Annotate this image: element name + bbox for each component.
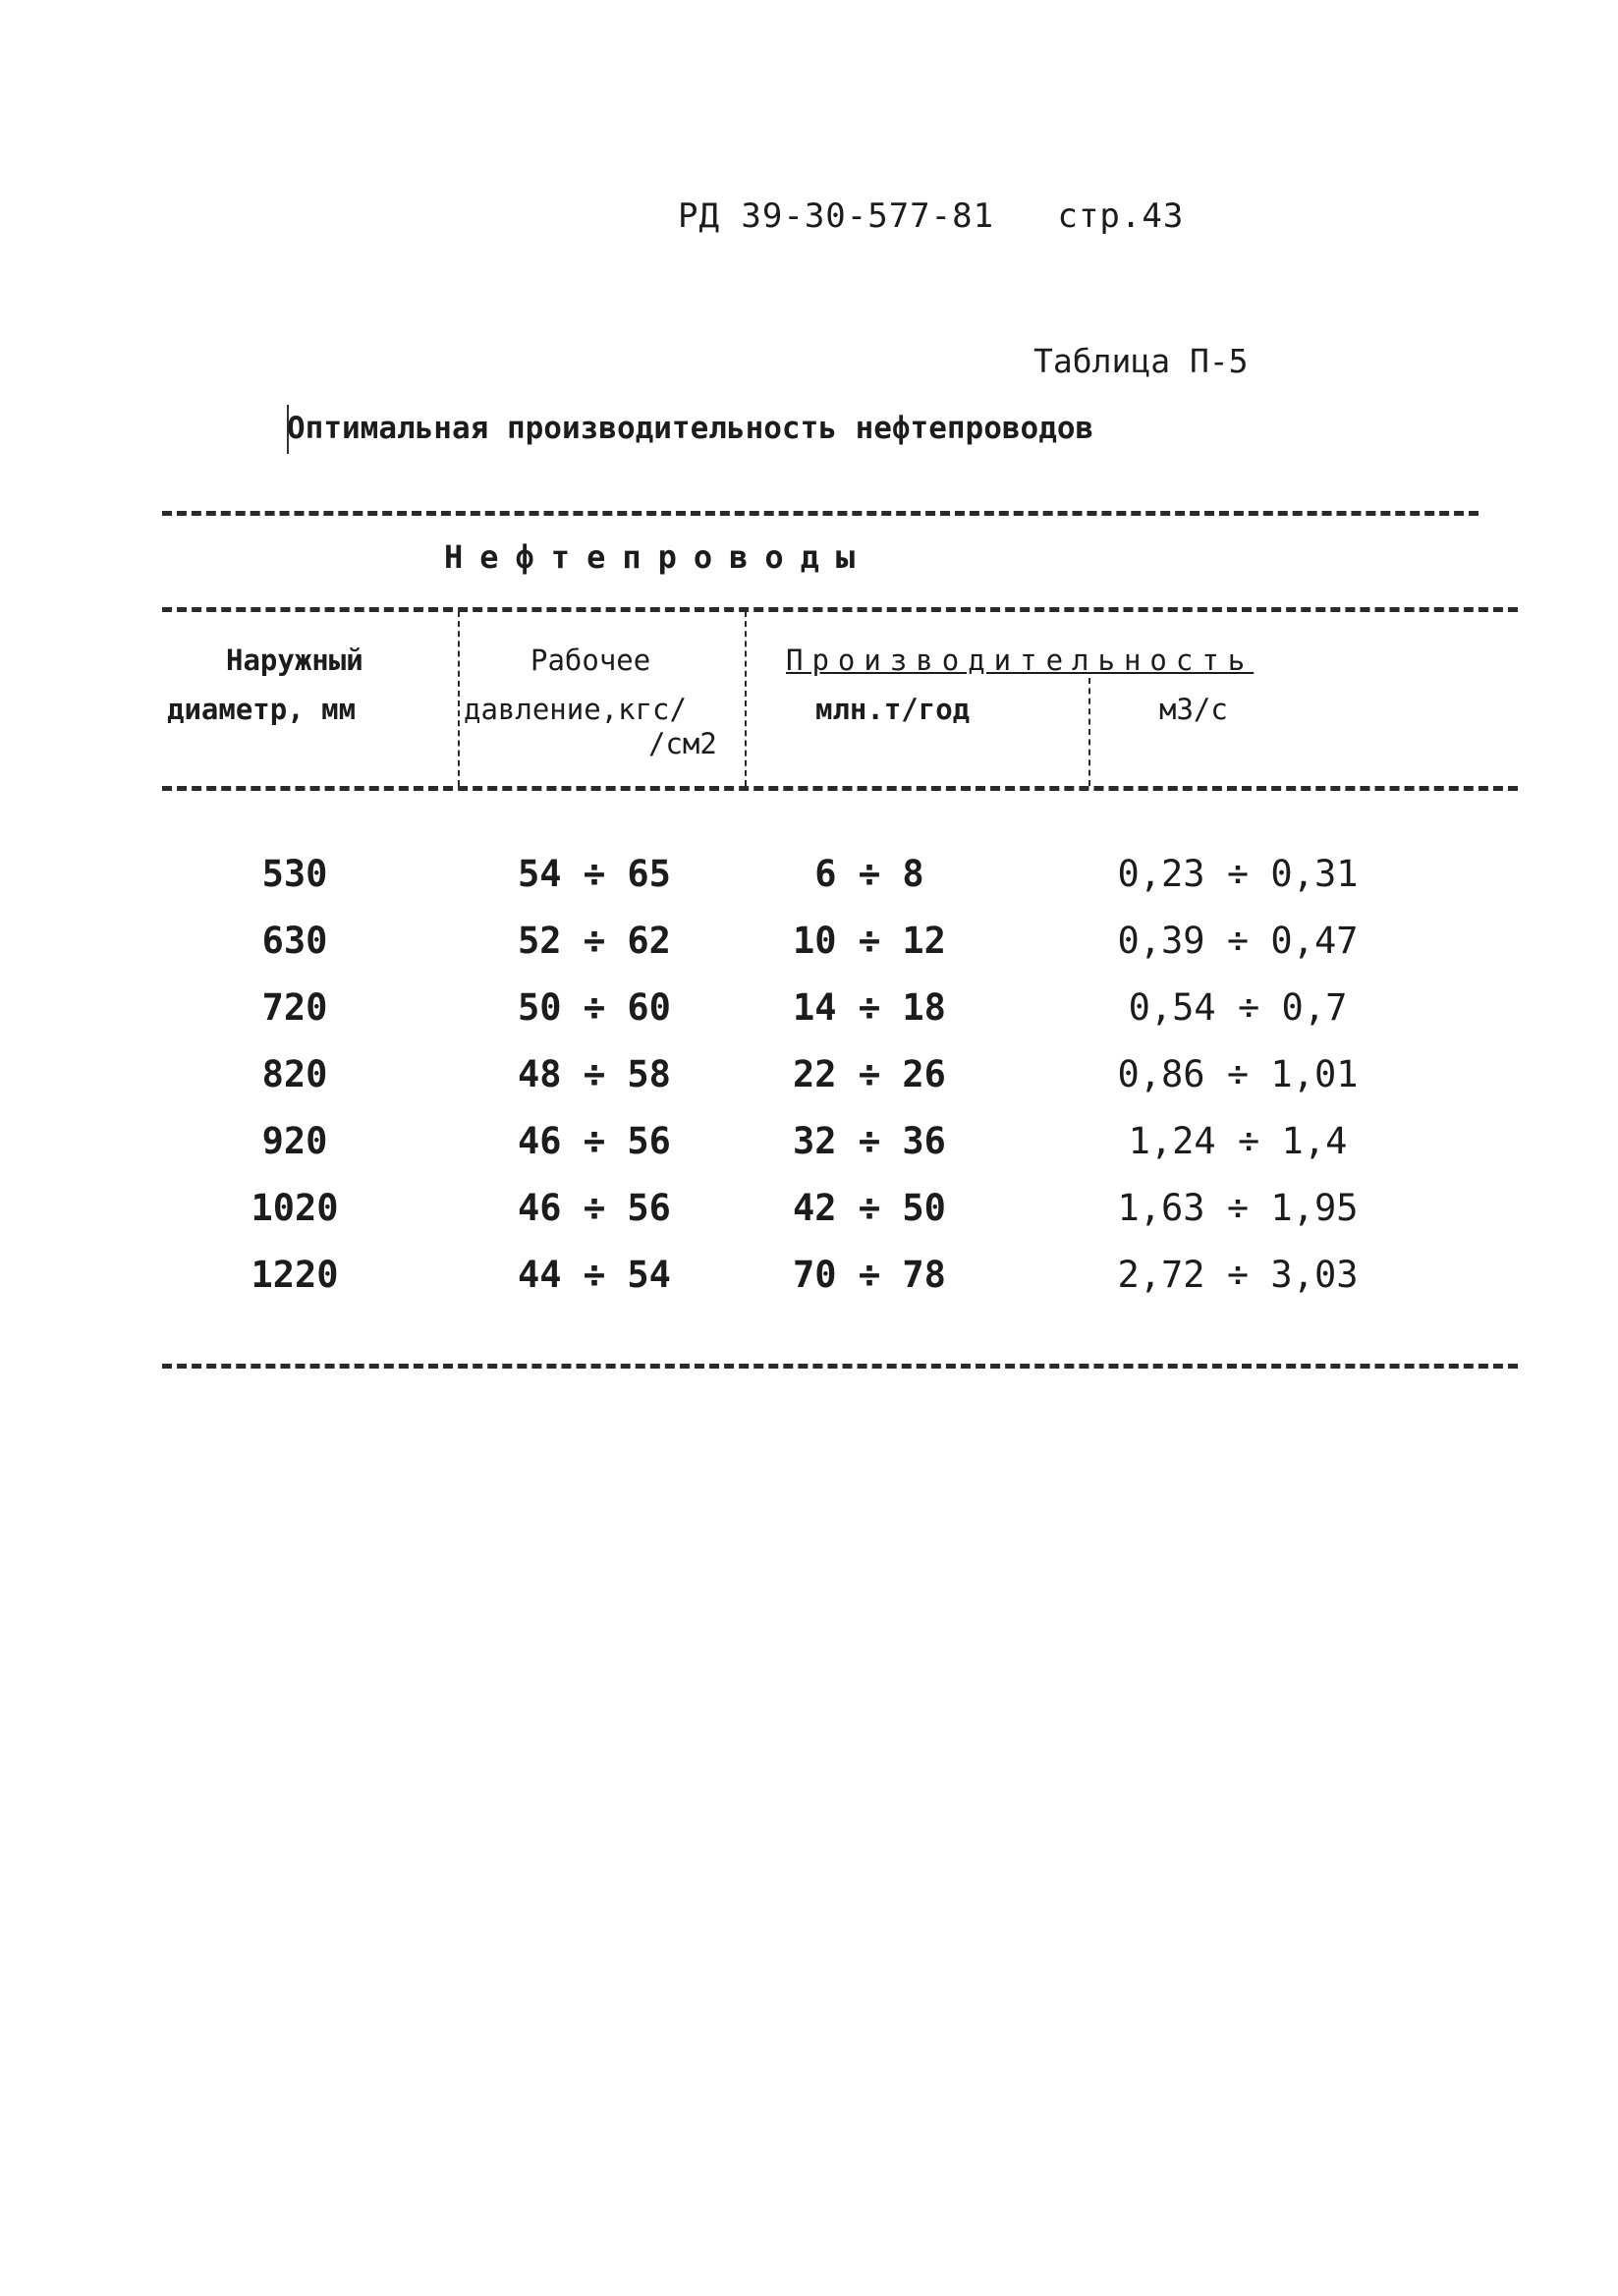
cell-pressure: 48 ÷ 58 xyxy=(518,1053,671,1095)
cell-pressure: 52 ÷ 62 xyxy=(518,920,671,962)
cell-volume: 1,63 ÷ 1,95 xyxy=(1117,1187,1359,1229)
cell-diameter: 530 xyxy=(261,853,328,895)
col-head-throughput: Производительность xyxy=(786,644,1255,677)
cell-diameter: 1020 xyxy=(251,1187,339,1229)
cell-mass: 32 ÷ 36 xyxy=(793,1120,946,1162)
cell-mass: 6 ÷ 8 xyxy=(814,853,924,895)
document-ref: РД 39-30-577-81 xyxy=(678,196,995,236)
cell-diameter: 920 xyxy=(261,1120,328,1162)
cell-pressure: 50 ÷ 60 xyxy=(518,986,671,1029)
bottom-rule xyxy=(162,1364,1518,1369)
group-header: Нефтепроводы xyxy=(444,538,872,576)
cell-pressure: 54 ÷ 65 xyxy=(518,853,671,895)
cell-diameter: 820 xyxy=(261,1053,328,1095)
cell-volume: 0,39 ÷ 0,47 xyxy=(1117,920,1359,962)
cell-mass: 10 ÷ 12 xyxy=(793,920,946,962)
cell-volume: 0,23 ÷ 0,31 xyxy=(1117,853,1359,895)
cell-diameter: 720 xyxy=(261,986,328,1029)
cell-volume: 2,72 ÷ 3,03 xyxy=(1117,1254,1359,1296)
col-head-mass-unit: млн.т/год xyxy=(815,693,971,726)
top-rule xyxy=(162,511,1479,516)
cell-diameter: 1220 xyxy=(251,1254,339,1296)
table-id: Таблица П-5 xyxy=(1033,342,1249,380)
cell-mass: 22 ÷ 26 xyxy=(793,1053,946,1095)
cell-mass: 70 ÷ 78 xyxy=(793,1254,946,1296)
cell-volume: 1,24 ÷ 1,4 xyxy=(1128,1120,1348,1162)
page-header xyxy=(678,196,1184,236)
cell-pressure: 44 ÷ 54 xyxy=(518,1254,671,1296)
col-head-diameter-1: Наружный xyxy=(226,644,363,677)
col-separator-2 xyxy=(745,611,747,786)
header-bottom-rule xyxy=(162,786,1518,791)
cell-pressure: 46 ÷ 56 xyxy=(518,1187,671,1229)
col-separator-1 xyxy=(458,611,460,786)
col-head-volume-unit: м3/с xyxy=(1159,693,1228,726)
cell-mass: 42 ÷ 50 xyxy=(793,1187,946,1229)
table-title: Оптимальная производительность нефтепроводов xyxy=(287,411,1094,446)
group-rule xyxy=(162,607,1518,612)
col-head-pressure-3: /см2 xyxy=(648,727,717,760)
cell-volume: 0,54 ÷ 0,7 xyxy=(1128,986,1348,1029)
col-head-pressure-1: Рабочее xyxy=(530,644,651,677)
col-separator-3 xyxy=(1088,678,1090,786)
page-number: стр.43 xyxy=(1057,196,1185,236)
cell-diameter: 630 xyxy=(261,920,328,962)
col-head-pressure-2: давление,кгс/ xyxy=(464,693,687,726)
cell-mass: 14 ÷ 18 xyxy=(793,986,946,1029)
cell-pressure: 46 ÷ 56 xyxy=(518,1120,671,1162)
cell-volume: 0,86 ÷ 1,01 xyxy=(1117,1053,1359,1095)
col-head-diameter-2: диаметр, мм xyxy=(167,693,357,726)
